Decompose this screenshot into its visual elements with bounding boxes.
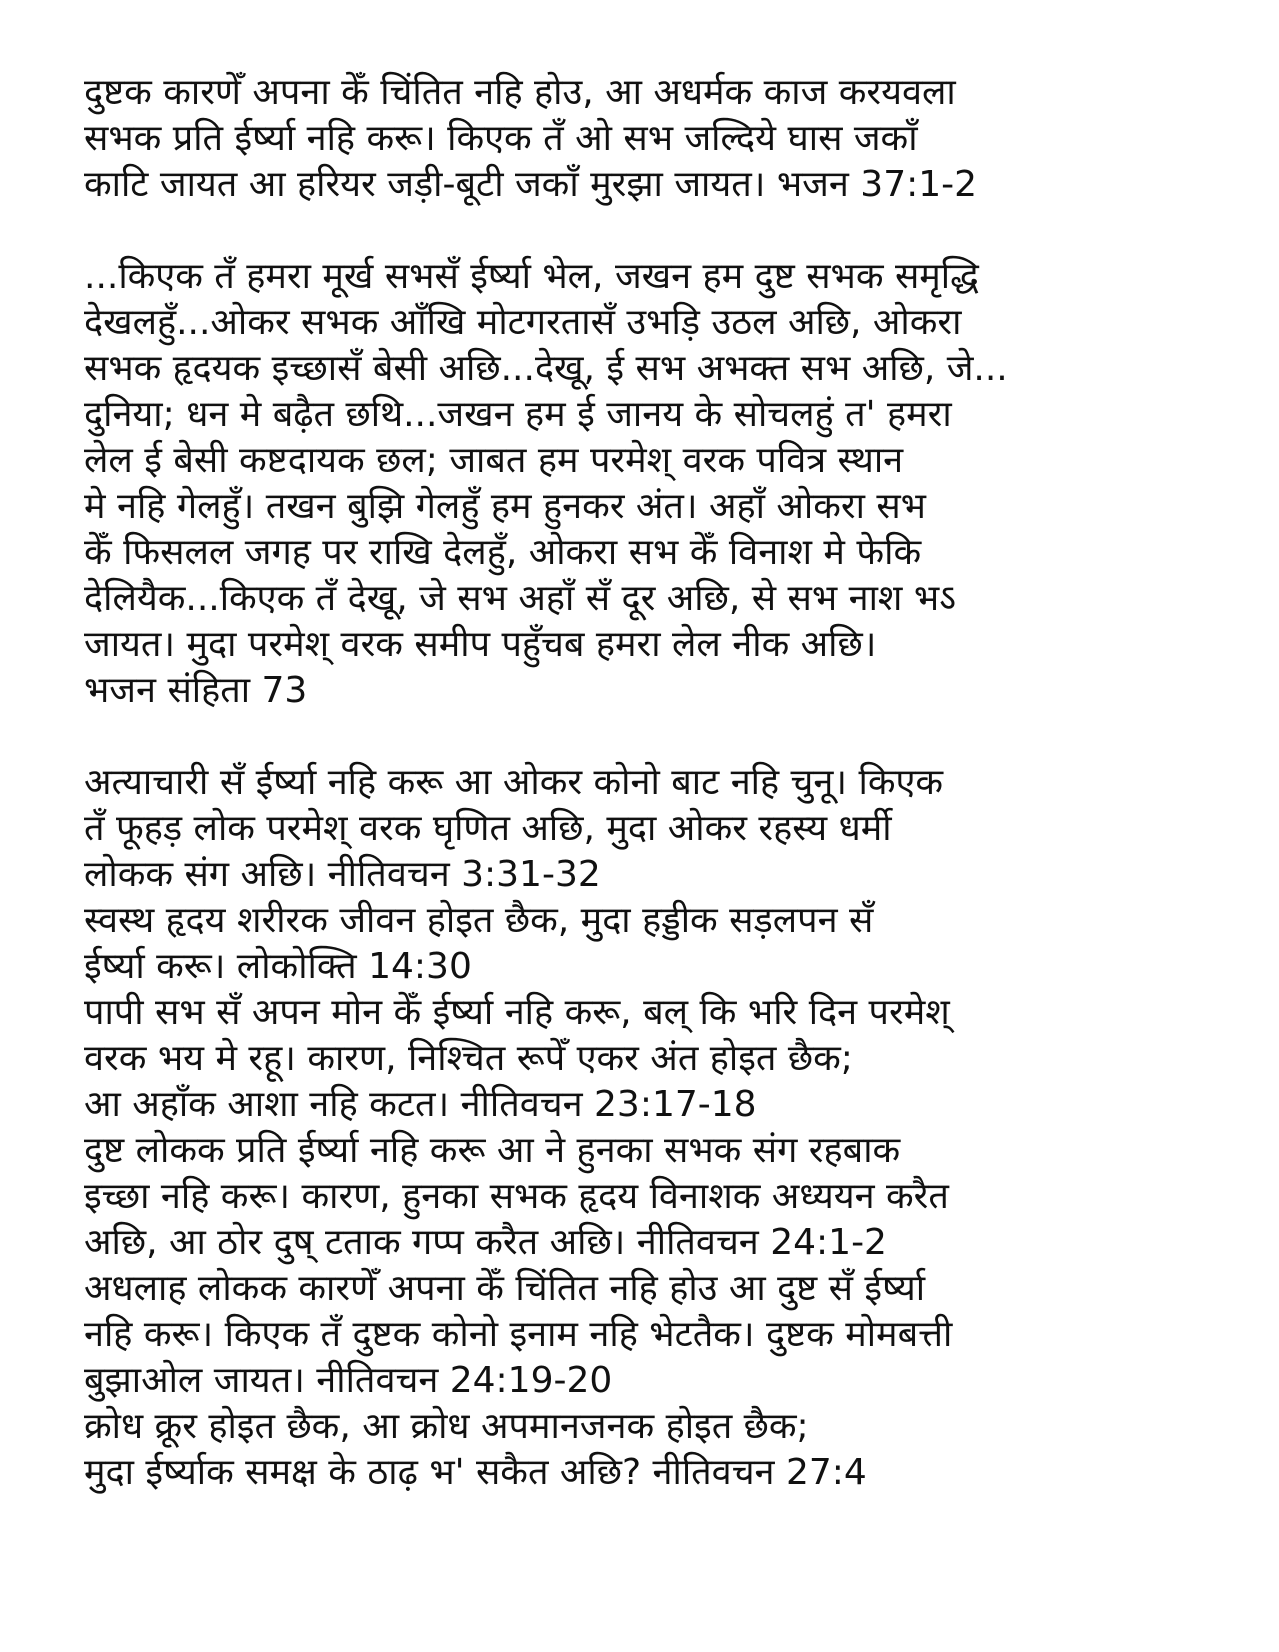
text-line: अधलाह लोकक कारणेँ अपना केँ चिंतित नहि होउ आ दुष्ट सँ ईर्ष्या: [84, 1268, 926, 1309]
paragraph-proverbs: [84, 760, 1214, 1496]
text-line: जायत। मुदा परमेश् वरक समीप पहुँचब हमरा लेल नीक अछि।: [84, 624, 877, 665]
text-line: नहि करू। किएक तँ दुष्टक कोनो इनाम नहि भेटतैक। दुष्टक मोमबत्ती: [84, 1314, 953, 1355]
text-line: आ अहाँक आशा नहि कटत। नीतिवचन 23:17-18: [84, 1084, 757, 1125]
text-line: लोकक संग अछि। नीतिवचन 3:31-32: [84, 854, 601, 895]
text-line: सभक हृदयक इच्छासँ बेसी अछि...देखू, ई सभ अभक्त सभ अछि, जे...: [84, 348, 1008, 389]
text-line: लेल ई बेसी कष्टदायक छल; जाबत हम परमेश् वरक पवित्र स्थान: [84, 440, 904, 481]
text-line: देखलहुँ...ओकर सभक आँखि मोटगरतासँ उभड़ि उठल अछि, ओकरा: [84, 302, 962, 343]
text-line: मे नहि गेलहुँ। तखन बुझि गेलहुँ हम हुनकर अंत। अहाँ ओकरा सभ: [84, 486, 926, 527]
text-line: पापी सभ सँ अपन मोन केँ ईर्ष्या नहि करू, बल् कि भरि दिन परमेश्: [84, 992, 950, 1033]
text-line: स्वस्थ हृदय शरीरक जीवन होइत छैक, मुदा हड्डीक सड़लपन सँ: [84, 900, 874, 941]
text-line: काटि जायत आ हरियर जड़ी-बूटी जकाँ मुरझा जायत। भजन 37:1-2: [84, 164, 978, 205]
text-line: मुदा ईर्ष्याक समक्ष के ठाढ़ भ' सकैत अछि? नीतिवचन 27:4: [84, 1452, 867, 1493]
text-line: भजन संहिता 73: [84, 670, 308, 711]
text-line: दुष्टक कारणेँ अपना केँ चिंतित नहि होउ, आ अधर्मक काज करयवला: [84, 72, 956, 113]
text-line: केँ फिसलल जगह पर राखि देलहुँ, ओकरा सभ केँ विनाश मे फेकि: [84, 532, 922, 573]
text-line: बुझाओल जायत। नीतिवचन 24:19-20: [84, 1360, 613, 1401]
text-line: सभक प्रति ईर्ष्या नहि करू। किएक तँ ओ सभ जल्दिये घास जकाँ: [84, 118, 918, 159]
document-page: [84, 70, 1214, 1496]
paragraph-spacer: [84, 208, 1214, 254]
text-line: दुष्ट लोकक प्रति ईर्ष्या नहि करू आ ने हुनका सभक संग रहबाक: [84, 1130, 901, 1171]
text-line: वरक भय मे रहू। कारण, निश्चित रूपेँ एकर अंत होइत छैक;: [84, 1038, 853, 1079]
paragraph-psalm-37: [84, 70, 1214, 208]
paragraph-spacer: [84, 714, 1214, 760]
text-line: तँ फूहड़ लोक परमेश् वरक घृणित अछि, मुदा ओकर रहस्य धर्मी: [84, 808, 892, 849]
text-line: इच्छा नहि करू। कारण, हुनका सभक हृदय विनाशक अध्ययन करैत: [84, 1176, 949, 1217]
paragraph-psalm-73: [84, 254, 1214, 714]
text-line: ईर्ष्या करू। लोकोक्ति 14:30: [84, 946, 472, 987]
text-line: अछि, आ ठोर दुष् टताक गप्प करैत अछि। नीतिवचन 24:1-2: [84, 1222, 887, 1263]
text-line: दुनिया; धन मे बढ़ैत छथि...जखन हम ई जानय के सोचलहुं त' हमरा: [84, 394, 952, 435]
text-line: अत्याचारी सँ ईर्ष्या नहि करू आ ओकर कोनो बाट नहि चुनू। किएक: [84, 762, 944, 803]
text-line: क्रोध क्रूर होइत छैक, आ क्रोध अपमानजनक होइत छैक;: [84, 1406, 809, 1447]
text-line: देलियैक...किएक तँ देखू, जे सभ अहाँ सँ दूर अछि, से सभ नाश भऽ: [84, 578, 956, 619]
text-line: ...किएक तँ हमरा मूर्ख सभसँ ईर्ष्या भेल, जखन हम दुष्ट सभक समृद्धि: [84, 256, 979, 297]
